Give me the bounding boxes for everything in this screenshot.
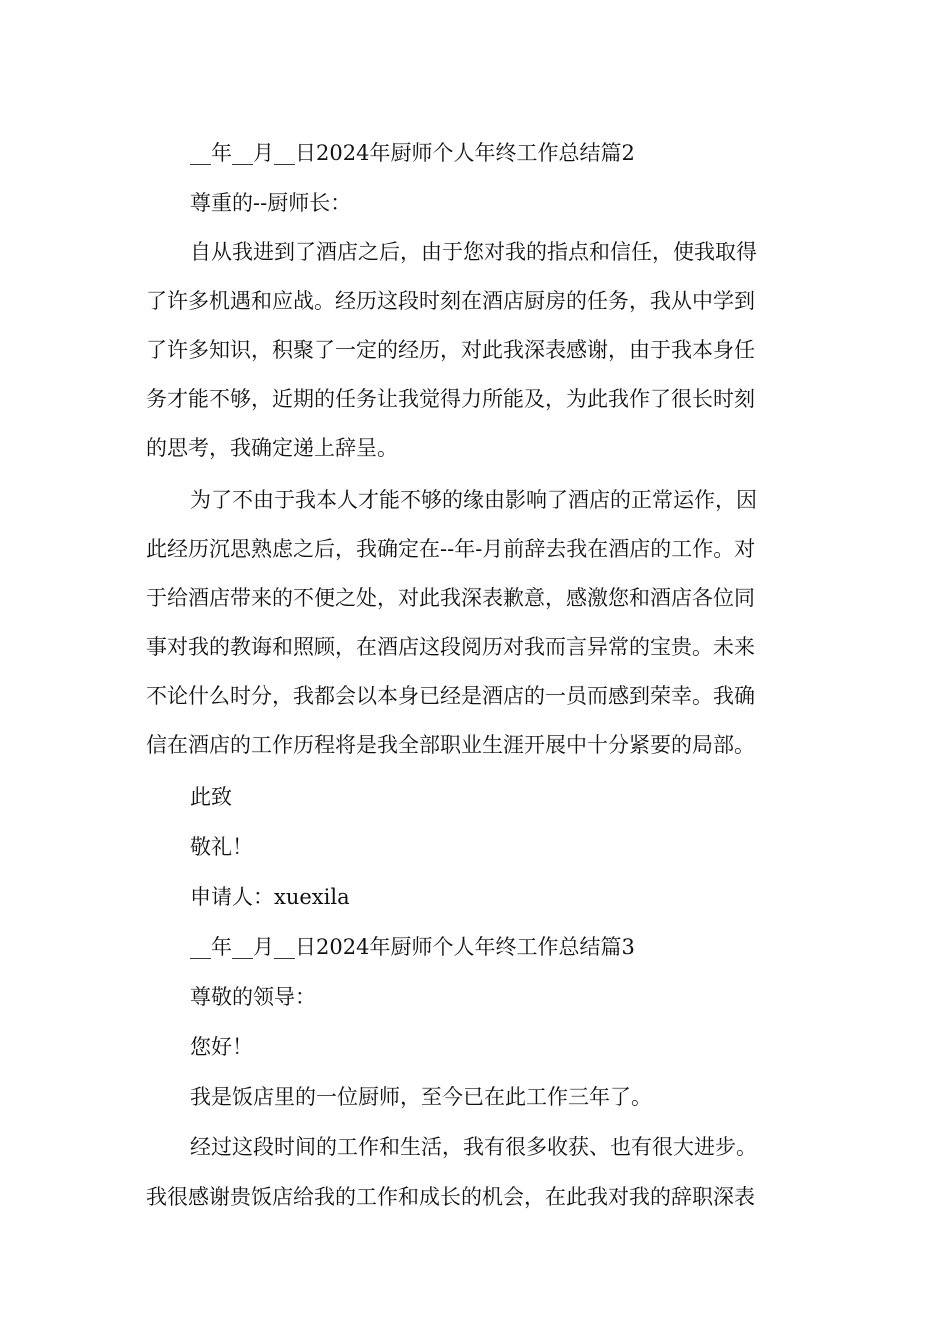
- paragraph-line: 我是饭店里的一位厨师，至今已在此工作三年了。: [190, 1085, 652, 1109]
- salutation-line: 尊重的--厨师长：: [190, 191, 352, 215]
- date-title-line-2: __年__月__日2024年厨师个人年终工作总结篇2: [190, 141, 635, 165]
- greeting-line: 您好！: [190, 1035, 253, 1059]
- paragraph-line: 了许多知识，积聚了一定的经历，对此我深表感谢，由于我本身任: [146, 338, 755, 362]
- paragraph-line: 自从我进到了酒店之后，由于您对我的指点和信任，使我取得: [190, 240, 757, 264]
- paragraph-line: 的思考，我确定递上辞呈。: [146, 436, 398, 460]
- paragraph-line: 为了不由于我本人才能不够的缘由影响了酒店的正常运作，因: [190, 488, 757, 512]
- date-title-line-3: __年__月__日2024年厨师个人年终工作总结篇3: [190, 935, 635, 959]
- paragraph-line: 了许多机遇和应战。经历这段时刻在酒店厨房的任务，我从中学到: [146, 289, 755, 313]
- regards-line: 敬礼！: [190, 835, 253, 859]
- paragraph-line: 经过这段时间的工作和生活，我有很多收获、也有很大进步。: [190, 1135, 757, 1159]
- paragraph-line: 务才能不够，近期的任务让我觉得力所能及，为此我作了很长时刻: [146, 387, 755, 411]
- salutation-line: 尊敬的领导：: [190, 985, 316, 1009]
- paragraph-line: 事对我的教诲和照顾，在酒店这段阅历对我而言异常的宝贵。未来: [146, 635, 755, 659]
- paragraph-line: 此经历沉思熟虑之后，我确定在--年-月前辞去我在酒店的工作。对: [146, 537, 756, 561]
- paragraph-line: 于给酒店带来的不便之处，对此我深表歉意，感激您和酒店各位同: [146, 586, 755, 610]
- paragraph-line: 我很感谢贵饭店给我的工作和成长的机会，在此我对我的辞职深表: [146, 1185, 755, 1209]
- paragraph-line: 不论什么时分，我都会以本身已经是酒店的一员而感到荣幸。我确: [146, 684, 755, 708]
- applicant-line: 申请人：xuexila: [190, 885, 350, 909]
- paragraph-line: 信在酒店的工作历程将是我全部职业生涯开展中十分紧要的局部。: [146, 733, 755, 757]
- closing-line: 此致: [190, 785, 232, 809]
